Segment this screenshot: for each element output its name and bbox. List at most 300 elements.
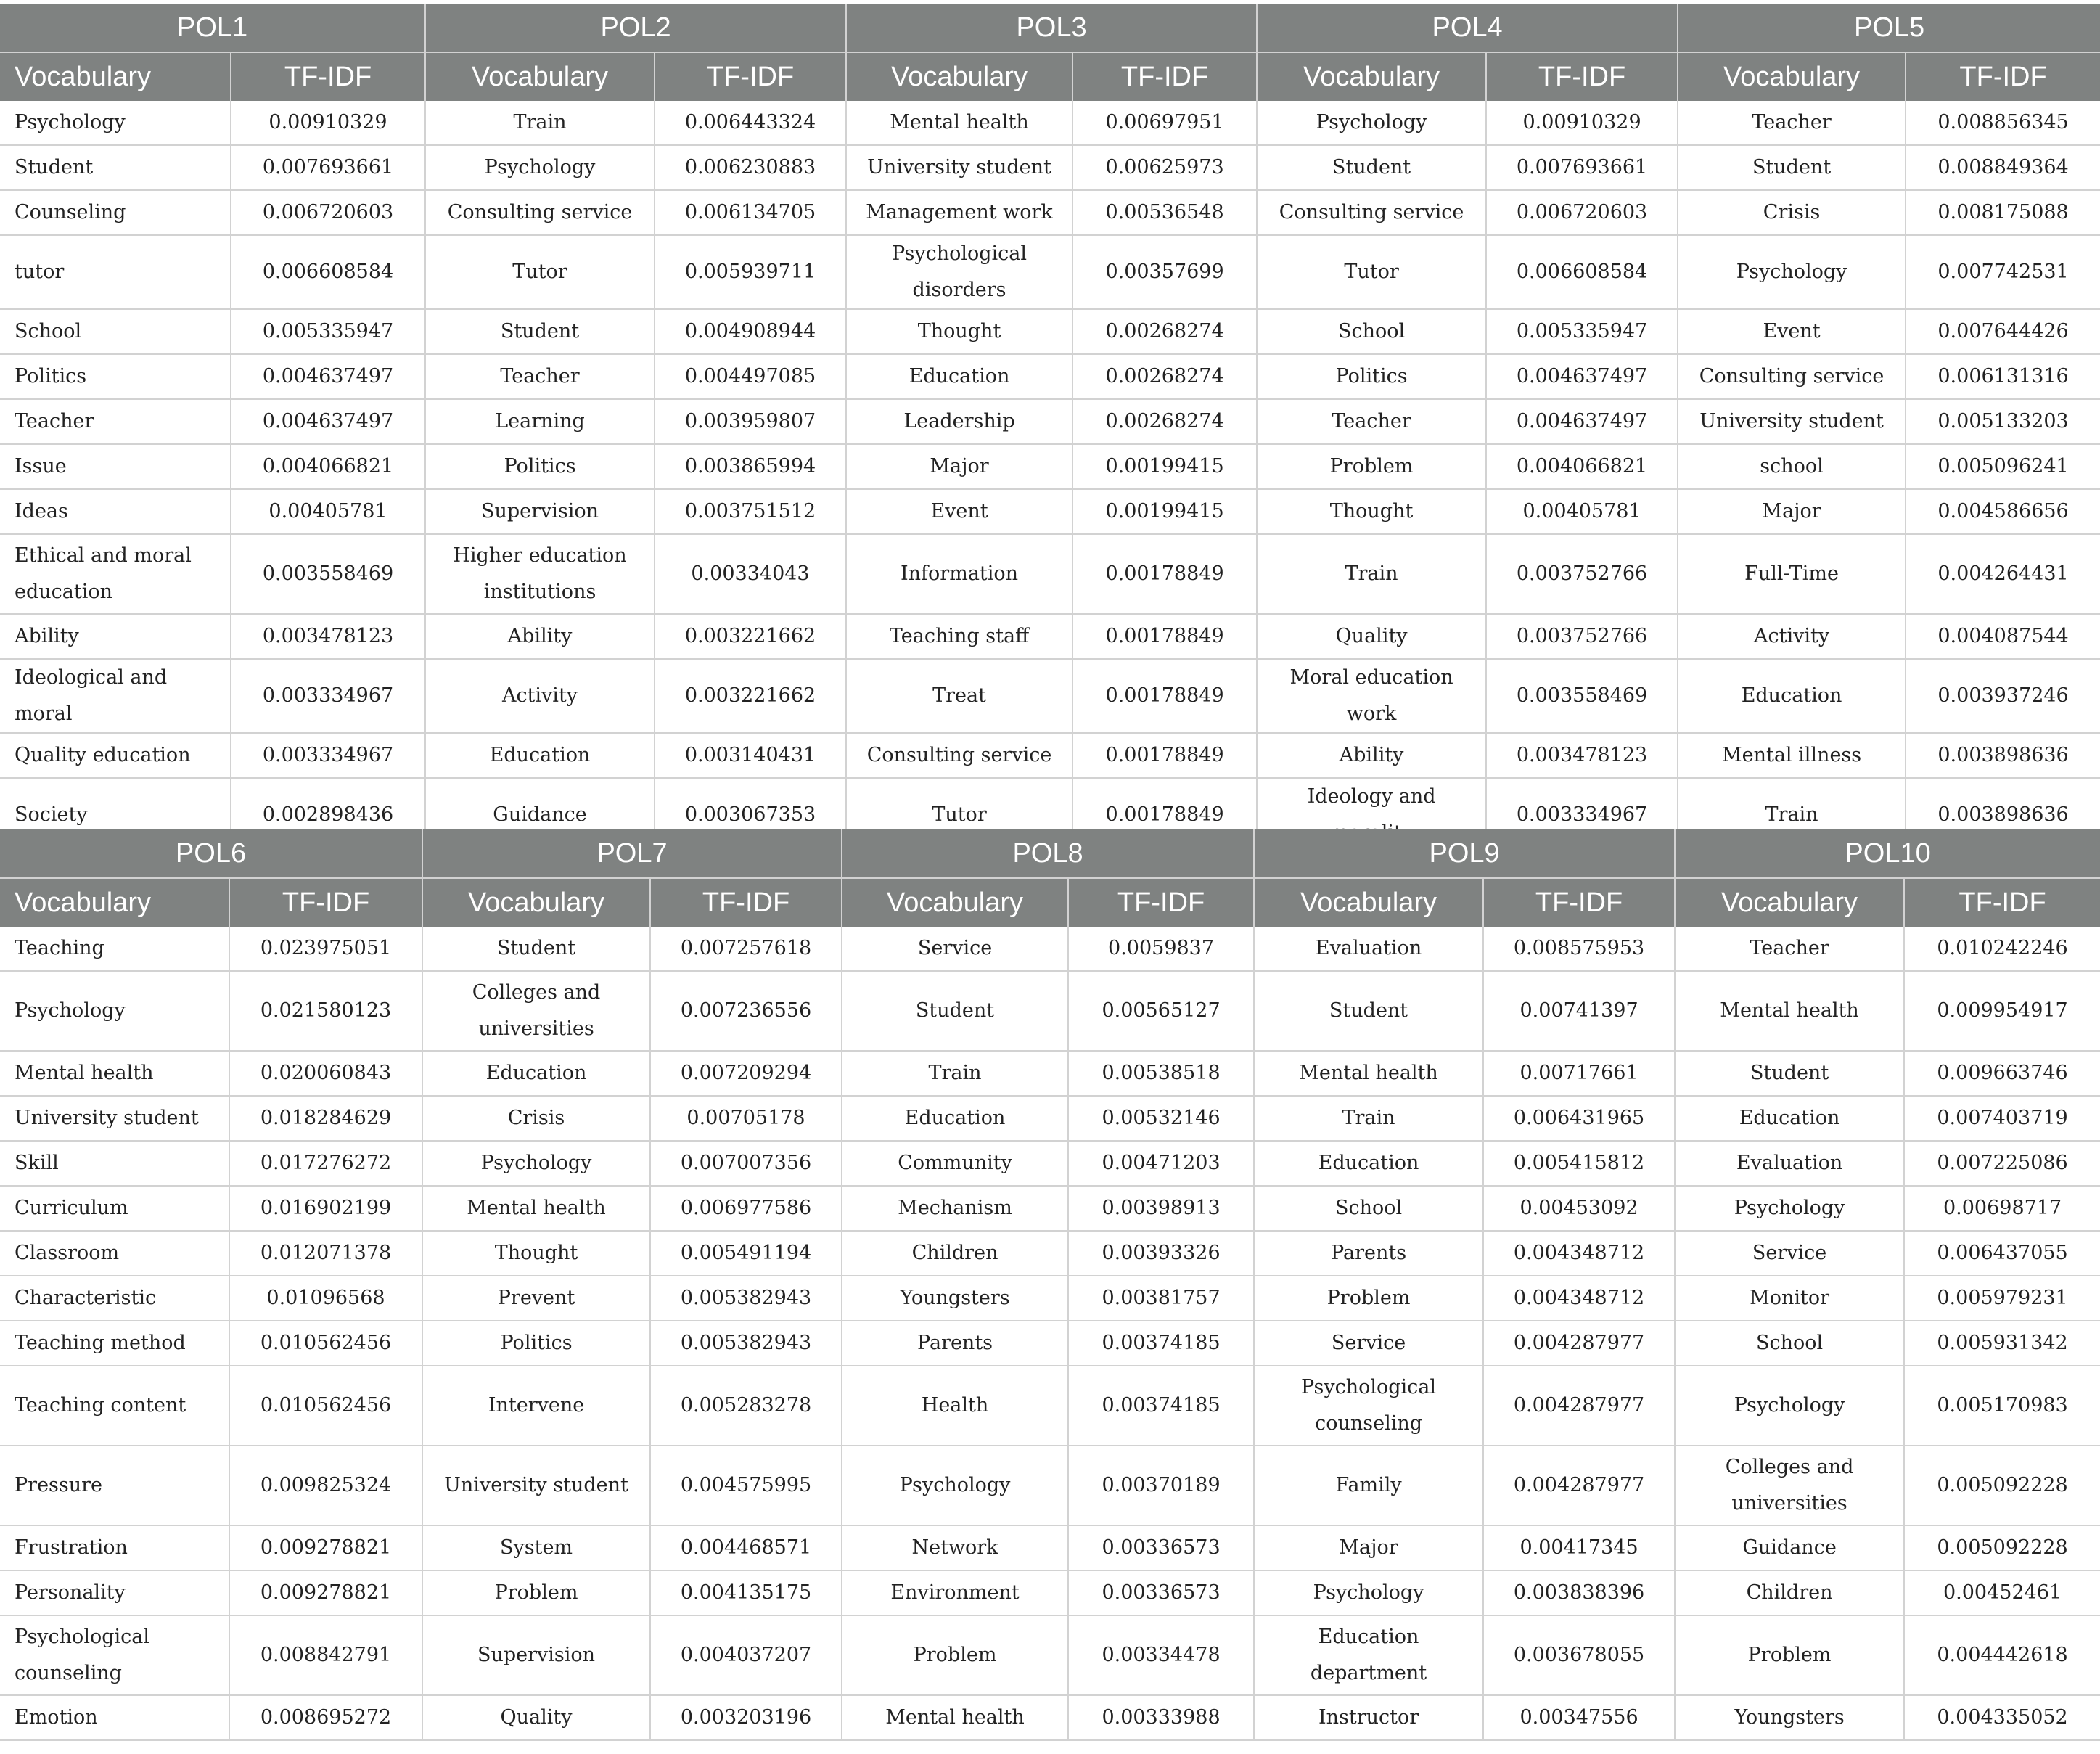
tfidf-cell: 0.003898636: [1906, 778, 2100, 852]
tfidf-cell: 0.00347556: [1483, 1695, 1675, 1740]
tfidf-cell: 0.007693661: [1486, 145, 1678, 190]
vocabulary-cell: Student: [0, 145, 231, 190]
tfidf-cell: 0.016902199: [229, 1186, 422, 1231]
table-row: [0, 1446, 2100, 1525]
tfidf-cell: 0.003937246: [1906, 659, 2100, 733]
tfidf-cell: 0.006230883: [655, 145, 846, 190]
vocabulary-cell: Tutor: [425, 235, 655, 309]
table-row: [0, 1570, 2100, 1615]
vocabulary-cell: Consulting service: [846, 733, 1072, 778]
tfidf-cell: 0.004135175: [650, 1570, 842, 1615]
tfidf-cell: 0.00698717: [1904, 1186, 2100, 1231]
table-row: [0, 1141, 2100, 1186]
vocabulary-cell: Thought: [846, 309, 1072, 354]
vocabulary-cell: Tutor: [1257, 235, 1486, 309]
vocabulary-cell: Education: [1678, 659, 1906, 733]
tfidf-cell: 0.00370189: [1068, 1446, 1254, 1525]
tfidf-cell: 0.004468571: [650, 1525, 842, 1570]
vocabulary-cell: Train: [425, 101, 655, 145]
table-row: [0, 534, 2100, 614]
vocabulary-cell: Society: [0, 778, 231, 852]
table-row: [0, 1186, 2100, 1231]
vocabulary-cell: Problem: [422, 1570, 650, 1615]
tfidf-cell: 0.003865994: [655, 444, 846, 489]
vocabulary-cell: Event: [1678, 309, 1906, 354]
tfidf-cell: 0.006608584: [231, 235, 425, 309]
tfidf-cell: 0.004637497: [1486, 399, 1678, 444]
tfidf-cell: 0.00697951: [1072, 101, 1257, 145]
vocabulary-cell: Activity: [425, 659, 655, 733]
tfidf-cell: 0.00532146: [1068, 1096, 1254, 1141]
tfidf-cell: 0.00705178: [650, 1096, 842, 1141]
tfidf-cell: 0.008575953: [1483, 927, 1675, 971]
vocabulary-cell: Colleges and universities: [422, 971, 650, 1051]
tfidf-header: TF-IDF: [1904, 878, 2100, 927]
vocabulary-cell: Family: [1254, 1446, 1483, 1525]
tfidf-header: TF-IDF: [1486, 52, 1678, 101]
tfidf-cell: 0.005939711: [655, 235, 846, 309]
tfidf-cell: 0.005096241: [1906, 444, 2100, 489]
vocabulary-cell: Monitor: [1675, 1276, 1904, 1321]
vocabulary-cell: Crisis: [422, 1096, 650, 1141]
vocabulary-cell: School: [0, 309, 231, 354]
tfidf-cell: 0.007693661: [231, 145, 425, 190]
tfidf-cell: 0.005133203: [1906, 399, 2100, 444]
table-row: [0, 1096, 2100, 1141]
tfidf-cell: 0.00374185: [1068, 1366, 1254, 1446]
tfidf-cell: 0.012071378: [229, 1231, 422, 1276]
tfidf-cell: 0.00453092: [1483, 1186, 1675, 1231]
vocabulary-cell: Teaching staff: [846, 614, 1072, 659]
tfidf-cell: 0.005979231: [1904, 1276, 2100, 1321]
vocabulary-header: Vocabulary: [1257, 52, 1486, 101]
tfidf-cell: 0.00910329: [231, 101, 425, 145]
group-header-pol5: POL5: [1678, 4, 2100, 52]
vocabulary-cell: Treat: [846, 659, 1072, 733]
table-row: [0, 489, 2100, 534]
table-row: [0, 1051, 2100, 1096]
vocabulary-cell: Mental health: [846, 101, 1072, 145]
vocabulary-cell: Quality education: [0, 733, 231, 778]
tfidf-cell: 0.00471203: [1068, 1141, 1254, 1186]
tfidf-cell: 0.005335947: [1486, 309, 1678, 354]
tfidf-cell: 0.00178849: [1072, 733, 1257, 778]
vocabulary-cell: Environment: [842, 1570, 1068, 1615]
vocabulary-cell: Community: [842, 1141, 1068, 1186]
tfidf-cell: 0.00417345: [1483, 1525, 1675, 1570]
vocabulary-cell: Student: [1254, 971, 1483, 1051]
vocabulary-cell: Supervision: [422, 1615, 650, 1695]
tfidf-cell: 0.008695272: [229, 1695, 422, 1740]
vocabulary-cell: Parents: [842, 1321, 1068, 1366]
vocabulary-cell: Emotion: [0, 1695, 229, 1740]
vocabulary-cell: Train: [1257, 534, 1486, 614]
vocabulary-cell: Classroom: [0, 1231, 229, 1276]
vocabulary-cell: Guidance: [425, 778, 655, 852]
tfidf-cell: 0.007225086: [1904, 1141, 2100, 1186]
vocabulary-cell: Teacher: [1678, 101, 1906, 145]
tfidf-cell: 0.005335947: [231, 309, 425, 354]
vocabulary-cell: Psychology: [425, 145, 655, 190]
vocabulary-cell: Education department: [1254, 1615, 1483, 1695]
tfidf-cell: 0.005283278: [650, 1366, 842, 1446]
tfidf-cell: 0.010562456: [229, 1321, 422, 1366]
vocabulary-cell: Teacher: [425, 354, 655, 399]
tfidf-header: TF-IDF: [655, 52, 846, 101]
vocabulary-cell: University student: [846, 145, 1072, 190]
tfidf-cell: 0.006977586: [650, 1186, 842, 1231]
tfidf-cell: 0.005382943: [650, 1276, 842, 1321]
group-header-pol8: POL8: [842, 829, 1254, 878]
vocabulary-header: Vocabulary: [1675, 878, 1904, 927]
tfidf-cell: 0.007257618: [650, 927, 842, 971]
vocabulary-cell: University student: [0, 1096, 229, 1141]
vocabulary-cell: Quality: [1257, 614, 1486, 659]
vocabulary-cell: Youngsters: [842, 1276, 1068, 1321]
table-row: [0, 101, 2100, 145]
tfidf-cell: 0.007644426: [1906, 309, 2100, 354]
vocabulary-cell: Guidance: [1675, 1525, 1904, 1570]
tfidf-cell: 0.004442618: [1904, 1615, 2100, 1695]
vocabulary-cell: Counseling: [0, 190, 231, 235]
table-row: [0, 1276, 2100, 1321]
vocabulary-header: Vocabulary: [0, 878, 229, 927]
vocabulary-cell: Psychology: [1254, 1570, 1483, 1615]
vocabulary-cell: Youngsters: [1675, 1695, 1904, 1740]
tfidf-cell: 0.004637497: [231, 354, 425, 399]
tfidf-cell: 0.023975051: [229, 927, 422, 971]
tfidf-cell: 0.006720603: [1486, 190, 1678, 235]
tfidf-cell: 0.004348712: [1483, 1231, 1675, 1276]
vocabulary-cell: Crisis: [1678, 190, 1906, 235]
vocabulary-cell: Ideology and: [1257, 778, 1486, 852]
group-header-row: [0, 829, 2100, 878]
tfidf-cell: 0.010242246: [1904, 927, 2100, 971]
tfidf-cell: 0.003678055: [1483, 1615, 1675, 1695]
tfidf-table-pol6-10: [0, 829, 2100, 1741]
table-row: [0, 927, 2100, 971]
table-row: [0, 1695, 2100, 1740]
vocabulary-cell: Ability: [1257, 733, 1486, 778]
vocabulary-cell: Leadership: [846, 399, 1072, 444]
vocabulary-cell: Psychology: [1675, 1366, 1904, 1446]
vocabulary-cell: Problem: [842, 1615, 1068, 1695]
tfidf-cell: 0.00374185: [1068, 1321, 1254, 1366]
tfidf-cell: 0.00268274: [1072, 354, 1257, 399]
table-row: [0, 399, 2100, 444]
column-header-row: [0, 52, 2100, 101]
vocabulary-cell: Train: [1678, 778, 1906, 852]
vocabulary-cell: Psychology: [1257, 101, 1486, 145]
tfidf-cell: 0.007742531: [1906, 235, 2100, 309]
vocabulary-cell: Thought: [422, 1231, 650, 1276]
group-header-pol10: POL10: [1675, 829, 2100, 878]
tfidf-cell: 0.006437055: [1904, 1231, 2100, 1276]
vocabulary-cell: Student: [842, 971, 1068, 1051]
vocabulary-cell: Instructor: [1254, 1695, 1483, 1740]
vocabulary-cell: Tutor: [846, 778, 1072, 852]
vocabulary-cell: Moral education work: [1257, 659, 1486, 733]
tfidf-cell: 0.005931342: [1904, 1321, 2100, 1366]
vocabulary-cell: Psychology: [1675, 1186, 1904, 1231]
tfidf-cell: 0.00565127: [1068, 971, 1254, 1051]
vocabulary-cell: Evaluation: [1675, 1141, 1904, 1186]
vocabulary-cell: Mechanism: [842, 1186, 1068, 1231]
vocabulary-cell: Student: [1678, 145, 1906, 190]
vocabulary-cell: tutor: [0, 235, 231, 309]
tfidf-cell: 0.006608584: [1486, 235, 1678, 309]
tfidf-cell: 0.008849364: [1906, 145, 2100, 190]
tfidf-cell: 0.005092228: [1904, 1525, 2100, 1570]
tfidf-cell: 0.007209294: [650, 1051, 842, 1096]
tfidf-cell: 0.00336573: [1068, 1525, 1254, 1570]
vocabulary-cell: Teacher: [1257, 399, 1486, 444]
tfidf-cell: 0.006134705: [655, 190, 846, 235]
tfidf-cell: 0.004348712: [1483, 1276, 1675, 1321]
tfidf-header: TF-IDF: [650, 878, 842, 927]
vocabulary-cell: System: [422, 1525, 650, 1570]
table-row: [0, 659, 2100, 733]
vocabulary-cell: Teacher: [0, 399, 231, 444]
vocabulary-cell: Mental illness: [1678, 733, 1906, 778]
vocabulary-header: Vocabulary: [1254, 878, 1483, 927]
tfidf-header: TF-IDF: [1068, 878, 1254, 927]
vocabulary-cell: Learning: [425, 399, 655, 444]
tfidf-cell: 0.01096568: [229, 1276, 422, 1321]
tfidf-cell: 0.018284629: [229, 1096, 422, 1141]
table-row: [0, 971, 2100, 1051]
tfidf-cell: 0.004287977: [1483, 1446, 1675, 1525]
vocabulary-cell: Mental health: [842, 1695, 1068, 1740]
column-header-row: [0, 878, 2100, 927]
table-row: [0, 614, 2100, 659]
tfidf-cell: 0.0059837: [1068, 927, 1254, 971]
vocabulary-cell: Service: [1254, 1321, 1483, 1366]
tfidf-cell: 0.00334478: [1068, 1615, 1254, 1695]
tfidf-cell: 0.00405781: [231, 489, 425, 534]
vocabulary-cell: Major: [846, 444, 1072, 489]
tfidf-cell: 0.003838396: [1483, 1570, 1675, 1615]
tfidf-cell: 0.00199415: [1072, 489, 1257, 534]
vocabulary-cell: Politics: [0, 354, 231, 399]
tfidf-cell: 0.004335052: [1904, 1695, 2100, 1740]
tfidf-cell: 0.00625973: [1072, 145, 1257, 190]
tfidf-cell: 0.005382943: [650, 1321, 842, 1366]
vocabulary-cell: School: [1257, 309, 1486, 354]
vocabulary-cell: Student: [1257, 145, 1486, 190]
tfidf-cell: 0.00381757: [1068, 1276, 1254, 1321]
table-body: [0, 927, 2100, 1740]
vocabulary-header: Vocabulary: [1678, 52, 1906, 101]
tfidf-cell: 0.020060843: [229, 1051, 422, 1096]
vocabulary-cell: Education: [846, 354, 1072, 399]
vocabulary-cell: Consulting service: [425, 190, 655, 235]
tfidf-cell: 0.003334967: [231, 659, 425, 733]
vocabulary-cell: University student: [1678, 399, 1906, 444]
vocabulary-cell: Intervene: [422, 1366, 650, 1446]
tfidf-cell: 0.008856345: [1906, 101, 2100, 145]
tfidf-cell: 0.017276272: [229, 1141, 422, 1186]
vocabulary-cell: Problem: [1254, 1276, 1483, 1321]
vocabulary-cell: Education: [425, 733, 655, 778]
tfidf-cell: 0.003558469: [1486, 659, 1678, 733]
group-header-pol2: POL2: [425, 4, 846, 52]
vocabulary-cell: Event: [846, 489, 1072, 534]
vocabulary-cell: Teacher: [1675, 927, 1904, 971]
tfidf-cell: 0.00334043: [655, 534, 846, 614]
group-header-pol1: POL1: [0, 4, 425, 52]
tfidf-cell: 0.004497085: [655, 354, 846, 399]
tfidf-cell: 0.003334967: [231, 733, 425, 778]
table-row: [0, 1525, 2100, 1570]
tfidf-cell: 0.003067353: [655, 778, 846, 852]
vocabulary-cell: Full-Time: [1678, 534, 1906, 614]
vocabulary-cell: Politics: [422, 1321, 650, 1366]
tfidf-cell: 0.004287977: [1483, 1321, 1675, 1366]
tfidf-cell: 0.00178849: [1072, 534, 1257, 614]
vocabulary-cell: Curriculum: [0, 1186, 229, 1231]
tfidf-cell: 0.008175088: [1906, 190, 2100, 235]
vocabulary-cell: Children: [1675, 1570, 1904, 1615]
vocabulary-cell: Evaluation: [1254, 927, 1483, 971]
vocabulary-cell: Train: [842, 1051, 1068, 1096]
tfidf-cell: 0.005415812: [1483, 1141, 1675, 1186]
tfidf-cell: 0.005170983: [1904, 1366, 2100, 1446]
vocabulary-header: Vocabulary: [0, 52, 231, 101]
tfidf-cell: 0.009278821: [229, 1525, 422, 1570]
tfidf-cell: 0.007236556: [650, 971, 842, 1051]
tfidf-cell: 0.003478123: [1486, 733, 1678, 778]
vocabulary-cell: Personality: [0, 1570, 229, 1615]
vocabulary-cell: Problem: [1257, 444, 1486, 489]
tfidf-cell: 0.00178849: [1072, 659, 1257, 733]
group-header-pol3: POL3: [846, 4, 1257, 52]
vocabulary-cell: Consulting service: [1678, 354, 1906, 399]
tfidf-cell: 0.004586656: [1906, 489, 2100, 534]
vocabulary-cell: Education: [1675, 1096, 1904, 1141]
tfidf-cell: 0.006720603: [231, 190, 425, 235]
vocabulary-cell: Activity: [1678, 614, 1906, 659]
vocabulary-cell: School: [1254, 1186, 1483, 1231]
vocabulary-cell: Train: [1254, 1096, 1483, 1141]
tfidf-header: TF-IDF: [229, 878, 422, 927]
vocabulary-cell: Mental health: [422, 1186, 650, 1231]
vocabulary-cell: Issue: [0, 444, 231, 489]
tfidf-cell: 0.004037207: [650, 1615, 842, 1695]
vocabulary-cell: Network: [842, 1525, 1068, 1570]
vocabulary-cell: Children: [842, 1231, 1068, 1276]
tfidf-table-pol1-5: [0, 4, 2100, 898]
tfidf-cell: 0.00357699: [1072, 235, 1257, 309]
tfidf-cell: 0.004087544: [1906, 614, 2100, 659]
tfidf-cell: 0.004908944: [655, 309, 846, 354]
vocabulary-cell: Ethical and moral education: [0, 534, 231, 614]
vocabulary-cell: Parents: [1254, 1231, 1483, 1276]
vocabulary-cell: Teaching: [0, 927, 229, 971]
table-row: [0, 145, 2100, 190]
vocabulary-cell: Psychology: [422, 1141, 650, 1186]
tfidf-cell: 0.003478123: [231, 614, 425, 659]
vocabulary-cell: Frustration: [0, 1525, 229, 1570]
vocabulary-cell: Characteristic: [0, 1276, 229, 1321]
tfidf-cell: 0.003334967: [1486, 778, 1678, 852]
vocabulary-cell: Politics: [425, 444, 655, 489]
tfidf-cell: 0.007007356: [650, 1141, 842, 1186]
tfidf-cell: 0.006443324: [655, 101, 846, 145]
tfidf-cell: 0.00178849: [1072, 778, 1257, 852]
vocabulary-cell: Psychology: [1678, 235, 1906, 309]
tfidf-cell: 0.006131316: [1906, 354, 2100, 399]
tfidf-cell: 0.00536548: [1072, 190, 1257, 235]
vocabulary-cell: Quality: [422, 1695, 650, 1740]
vocabulary-cell: Mental health: [1254, 1051, 1483, 1096]
tfidf-cell: 0.004066821: [231, 444, 425, 489]
vocabulary-cell: Ideas: [0, 489, 231, 534]
tfidf-cell: 0.003140431: [655, 733, 846, 778]
vocabulary-cell: Psychology: [842, 1446, 1068, 1525]
vocabulary-cell: Mental health: [1675, 971, 1904, 1051]
vocabulary-cell: Teaching method: [0, 1321, 229, 1366]
vocabulary-header: Vocabulary: [842, 878, 1068, 927]
vocabulary-cell: Management work: [846, 190, 1072, 235]
tfidf-cell: 0.004637497: [231, 399, 425, 444]
vocabulary-cell: Psychology: [0, 971, 229, 1051]
vocabulary-cell: Education: [422, 1051, 650, 1096]
vocabulary-cell: Skill: [0, 1141, 229, 1186]
tfidf-cell: 0.003752766: [1486, 534, 1678, 614]
tfidf-cell: 0.00268274: [1072, 399, 1257, 444]
vocabulary-cell: Psychological disorders: [846, 235, 1072, 309]
vocabulary-cell: Consulting service: [1257, 190, 1486, 235]
tfidf-cell: 0.003221662: [655, 659, 846, 733]
tfidf-cell: 0.009954917: [1904, 971, 2100, 1051]
tfidf-header: TF-IDF: [1483, 878, 1675, 927]
table-row: [0, 1615, 2100, 1695]
tfidf-cell: 0.010562456: [229, 1366, 422, 1446]
tfidf-cell: 0.004264431: [1906, 534, 2100, 614]
tfidf-header: TF-IDF: [1906, 52, 2100, 101]
vocabulary-cell: Ability: [425, 614, 655, 659]
tfidf-cell: 0.00405781: [1486, 489, 1678, 534]
vocabulary-cell: Pressure: [0, 1446, 229, 1525]
group-header-pol7: POL7: [422, 829, 842, 878]
tfidf-cell: 0.003558469: [231, 534, 425, 614]
tfidf-cell: 0.00741397: [1483, 971, 1675, 1051]
vocabulary-cell: School: [1675, 1321, 1904, 1366]
tfidf-cell: 0.005491194: [650, 1231, 842, 1276]
tfidf-cell: 0.00717661: [1483, 1051, 1675, 1096]
tfidf-cell: 0.004287977: [1483, 1366, 1675, 1446]
group-header-pol4: POL4: [1257, 4, 1678, 52]
tfidf-header: TF-IDF: [1072, 52, 1257, 101]
vocabulary-cell: University student: [422, 1446, 650, 1525]
vocabulary-cell: Major: [1254, 1525, 1483, 1570]
vocabulary-cell: Supervision: [425, 489, 655, 534]
tfidf-cell: 0.009825324: [229, 1446, 422, 1525]
tfidf-cell: 0.006431965: [1483, 1096, 1675, 1141]
vocabulary-cell: Student: [425, 309, 655, 354]
tfidf-cell: 0.002898436: [231, 778, 425, 852]
tfidf-cell: 0.004575995: [650, 1446, 842, 1525]
tfidf-cell: 0.004637497: [1486, 354, 1678, 399]
tfidf-cell: 0.009663746: [1904, 1051, 2100, 1096]
vocabulary-cell: school: [1678, 444, 1906, 489]
tfidf-cell: 0.007403719: [1904, 1096, 2100, 1141]
table-row: [0, 235, 2100, 309]
group-header-row: [0, 4, 2100, 52]
table-row: [0, 354, 2100, 399]
vocabulary-cell: Politics: [1257, 354, 1486, 399]
